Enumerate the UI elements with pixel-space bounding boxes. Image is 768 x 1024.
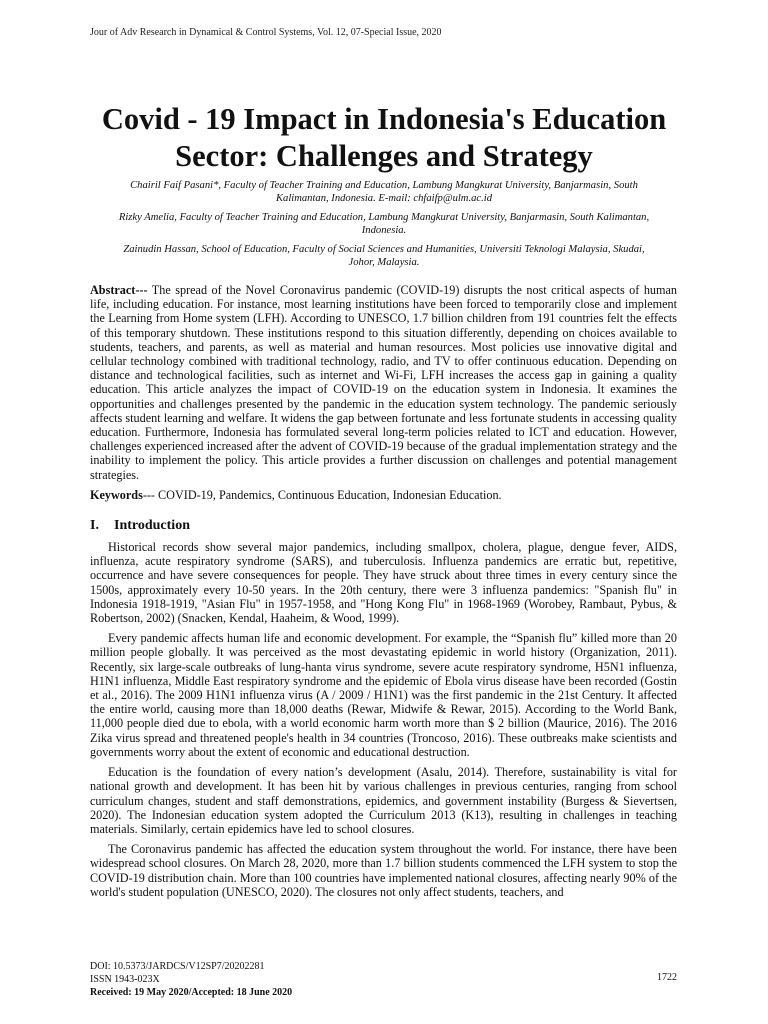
section-heading: [90, 518, 677, 534]
footer-info: [90, 960, 292, 999]
author-affiliation-1: Chairil Faif Pasani*, Faculty of Teacher Training and Education, Lambung Mangkurat University, Banjarmasin, South Kalimantan, Indonesia. E-mail: chfaifp@ulm.ac.id: [130, 180, 638, 204]
section-number: I.: [90, 518, 99, 534]
page-number: 1722: [657, 972, 677, 983]
received-accepted-text: Received: 19 May 2020/Accepted: 18 June 2020: [90, 987, 293, 998]
journal-header: Jour of Adv Research in Dynamical & Control Systems, Vol. 12, 07-Special Issue, 2020: [90, 27, 442, 38]
author-affiliation-2: Rizky Amelia, Faculty of Teacher Training and Education, Lambung Mangkurat University, Banjarmasin, South Kalimantan, Indonesia.: [118, 212, 650, 236]
title-line-1: Covid - 19 Impact in Indonesia's Education: [101, 102, 667, 136]
abstract-text: The spread of the Novel Coronavirus pandemic (COVID-19) disrupts the nost critical aspects of human life, including education. For instance, most learning institutions have been forced to temporarily close and implement the Learning from Home system (LFH). According to UNESCO, 1.7 billion children from 191 countries felt the effects of this temporary shutdown. These institutions respond to this situation differently, depending on choices available to students, teachers, and parents, as well as material and human resources. Most policies use innovative digital and cellular technology combined with traditional technology, radio, and TV to offer continuous education. Depending on distance and technological facilities, such as internet and Wi-Fi, LFH increases the access gap in gaining a quality education. This article analyzes the impact of COVID-19 on the education system in Indonesia. It examines the opportunities and challenges presented by the pandemic in the education system technology. The pandemic seriously affects student learning and welfare. It widens the gap between fortunate and less fortunate students in accessing quality education. Furthermore, Indonesia has formulated several long-term policies related to ICT and education. However, challenges experienced increased after the advent of COVID-19 because of the gradual implementation strategy and the inability to implement the policy. This article provides a further discussion on challenges and potential management strategies.: [90, 283, 677, 482]
body-paragraph-2: Every pandemic affects human life and economic development. For example, the “Spanish flu” killed more than 20 million people globally. It was perceived as the most devastating epidemic in world history (Organization, 2011). Recently, six large-scale outbreaks of lung-hanta virus syndrome, severe acute respiratory syndrome, H5N1 influenza, H1N1 influenza, Middle East respiratory syndrome and the epidemic of Ebola virus disease have been recorded (Gostin et al., 2016). The 2009 H1N1 influenza virus (A / 2009 / H1N1) was the first pandemic in the 21st Century. It affected the entire world, causing more than 18,000 deaths (Rewar, Midwife & Rewar, 2015). According to the World Bank, 11,000 people died due to ebola, with a world economic harm worth more than $ 2 billion (Maurice, 2016). The 2016 Zika virus spread and threatened people's health in 34 countries (Troncoso, 2016). These outbreaks make scientists and governments worry about the extent of economic and educational destruction.: [90, 631, 677, 759]
keywords: [90, 488, 677, 502]
body-paragraph-1: Historical records show several major pandemics, including smallpox, cholera, plague, dengue fever, AIDS, influenza, acute respiratory syndrome (SARS), and tuberculosis. Influenza pandemics are erratic but, repetitive, occurrence and have severe consequences for people. They have struck about three times in every century since the 1500s, approximately every 10-50 years. In the 20th century, there were 3 influenza pandemics: "Spanish flu" in Indonesia 1918-1919, "Asian Flu" in 1957-1958, and "Hong Kong Flu" in 1968-1969 (Worobey, Rambaut, Pybus, & Robertson, 2002) (Snacken, Kendal, Haaheim, & Wood, 1999).: [90, 540, 677, 626]
issn-text: ISSN 1943-023X: [90, 974, 160, 985]
author-affiliation-3: Zainudin Hassan, School of Education, Faculty of Social Sciences and Humanities, Universiti Teknologi Malaysia, Skudai, Johor, Malaysia.: [123, 244, 645, 268]
keywords-label: Keywords: [90, 487, 143, 502]
author-block: [118, 180, 650, 277]
keywords-text: --- COVID-19, Pandemics, Continuous Education, Indonesian Education.: [142, 487, 502, 502]
paper-title: [60, 101, 708, 175]
body-paragraph-4: The Coronavirus pandemic has affected the education system throughout the world. For instance, there have been widespread school closures. On March 28, 2020, more than 1.7 billion students commenced the LFH system to stop the COVID-19 distribution chain. More than 100 countries have implemented national closures, affecting nearly 90% of the world's student population (UNESCO, 2020). The closures not only affect students, teachers, and: [90, 842, 677, 899]
section-title: Introduction: [114, 518, 190, 534]
abstract: [90, 283, 677, 482]
abstract-label: Abstract---: [90, 283, 148, 297]
body-paragraph-3: Education is the foundation of every nation’s development (Asalu, 2014). Therefore, sustainability is vital for national growth and development. It has been hit by various challenges in previous centuries, ranging from school curriculum changes, student and staff demonstrations, epidemics, and government instability (Burgess & Sievertsen, 2020). The Indonesian education system adopted the Curriculum 2013 (K13), resulting in challenges in teaching materials. Similarly, certain epidemics have led to school closures.: [90, 765, 677, 836]
paper-body: [90, 283, 677, 899]
title-line-2: Sector: Challenges and Strategy: [175, 139, 593, 173]
doi-text: DOI: 10.5373/JARDCS/V12SP7/20202281: [90, 961, 265, 972]
